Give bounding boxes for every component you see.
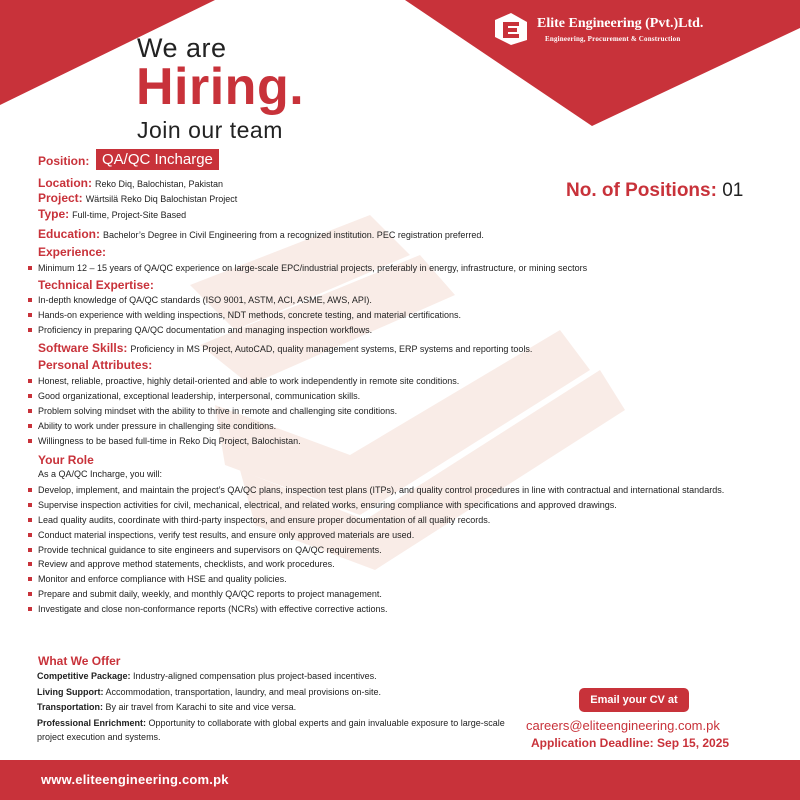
offer-label: Transportation: [37, 702, 104, 712]
company-tagline: Engineering, Procurement & Construction [545, 35, 681, 43]
role-title: Your Role [38, 453, 94, 467]
positions-label: No. of Positions: [566, 180, 717, 201]
company-name: Elite Engineering (Pvt.)Ltd. [537, 16, 704, 31]
list-item: Good organizational, exceptional leadership, interpersonal, communication skills. [28, 390, 768, 403]
list-item: Minimum 12 – 15 years of QA/QC experience on large-scale EPC/industrial projects, preferably in energy, infrastructure, or mining sectors [28, 262, 768, 275]
list-item: Monitor and enforce compliance with HSE and quality policies. [28, 573, 768, 586]
headline-we-are: We are [137, 33, 227, 63]
list-item: Supervise inspection activities for civil, mechanical, electrical, and related works, ensuring compliance with specifications and approved drawings. [28, 499, 768, 512]
list-item: In-depth knowledge of QA/QC standards (ISO 9001, ASTM, ACI, ASME, AWS, API). [28, 294, 768, 307]
offer-title: What We Offer [38, 654, 121, 668]
personal-list [28, 375, 768, 449]
offer-value: Opportunity to collaborate with global experts and gain invaluable exposure to large-scale project execution and systems. [37, 717, 505, 742]
headline-hiring: Hiring. [136, 58, 305, 116]
experience-list [28, 262, 768, 277]
location-value: Reko Diq, Balochistan, Pakistan [95, 179, 224, 189]
headline-join: Join our team [137, 117, 283, 143]
list-item: Investigate and close non-conformance reports (NCRs) with effective corrective actions. [28, 603, 768, 616]
project-label: Project: [38, 191, 83, 205]
list-item: Proficiency in preparing QA/QC documentation and managing inspection workflows. [28, 324, 768, 337]
project-row [38, 191, 237, 205]
positions-count [566, 180, 743, 202]
offer-item [37, 669, 507, 685]
location-row [38, 176, 223, 190]
offer-value: By air travel from Karachi to site and vice versa. [103, 702, 297, 712]
application-deadline: Application Deadline: Sep 15, 2025 [531, 736, 730, 750]
list-item: Hands-on experience with welding inspections, NDT methods, concrete testing, and material certifications. [28, 309, 768, 322]
technical-title: Technical Expertise: [38, 278, 154, 292]
offer-item [37, 716, 507, 744]
offer-list [37, 669, 507, 744]
list-item: Lead quality audits, coordinate with third-party inspectors, and ensure proper documentation of all quality records. [28, 514, 768, 527]
offer-item [37, 700, 507, 716]
list-item: Prepare and submit daily, weekly, and monthly QA/QC reports to project management. [28, 588, 768, 601]
offer-label: Professional Enrichment: [37, 717, 147, 728]
education-value: Bachelor’s Degree in Civil Engineering from a recognized institution. PEC registration preferred. [103, 230, 484, 240]
technical-list [28, 294, 768, 339]
type-label: Type: [38, 207, 70, 221]
software-label: Software Skills: [38, 341, 128, 355]
education-label: Education: [38, 227, 100, 241]
offer-value: Accommodation, transportation, laundry, and meal provisions on-site. [103, 686, 381, 697]
position-label: Position: [38, 154, 90, 168]
list-item: Provide technical guidance to site engineers and supervisors on QA/QC requirements. [28, 544, 768, 557]
positions-value: 01 [722, 180, 744, 201]
list-item: Conduct material inspections, verify test results, and ensure only approved materials are used. [28, 529, 768, 542]
type-value: Full-time, Project-Site Based [72, 210, 187, 220]
offer-label: Living Support: [37, 686, 104, 697]
offer-value: Industry-aligned compensation plus project-based incentives. [130, 671, 377, 681]
list-item: Ability to work under pressure in challenging site conditions. [28, 420, 768, 433]
list-item: Honest, reliable, proactive, highly detail-oriented and able to work independently in remote site conditions. [28, 375, 768, 388]
role-list [28, 484, 768, 618]
personal-title: Personal Attributes: [38, 358, 153, 372]
elite-engineering-logo-icon [494, 12, 528, 46]
offer-label: Competitive Package: [37, 671, 131, 681]
software-value: Proficiency in MS Project, AutoCAD, quality management systems, ERP systems and reporting tools. [130, 344, 533, 354]
website-link[interactable]: www.eliteengineering.com.pk [41, 772, 229, 787]
location-label: Location: [38, 176, 92, 190]
list-item: Willingness to be based full-time in Reko Diq Project, Balochistan. [28, 435, 768, 448]
software-row [38, 341, 532, 355]
careers-email-link[interactable]: careers@eliteengineering.com.pk [526, 718, 720, 733]
list-item: Review and approve method statements, checklists, and work procedures. [28, 558, 768, 571]
position-value: QA/QC Incharge [96, 149, 219, 170]
email-cv-button[interactable]: Email your CV at [579, 688, 689, 712]
list-item: Develop, implement, and maintain the project’s QA/QC plans, inspection test plans (ITPs), and quality control procedures in line with contractual and international standards. [28, 484, 768, 497]
education-row [38, 227, 484, 241]
experience-title: Experience: [38, 245, 107, 259]
role-intro: As a QA/QC Incharge, you will: [38, 469, 163, 479]
project-value: Wärtsilä Reko Diq Balochistan Project [85, 194, 238, 204]
type-row [38, 207, 186, 221]
list-item: Problem solving mindset with the ability to thrive in remote and challenging site conditions. [28, 405, 768, 418]
offer-item [37, 685, 507, 701]
